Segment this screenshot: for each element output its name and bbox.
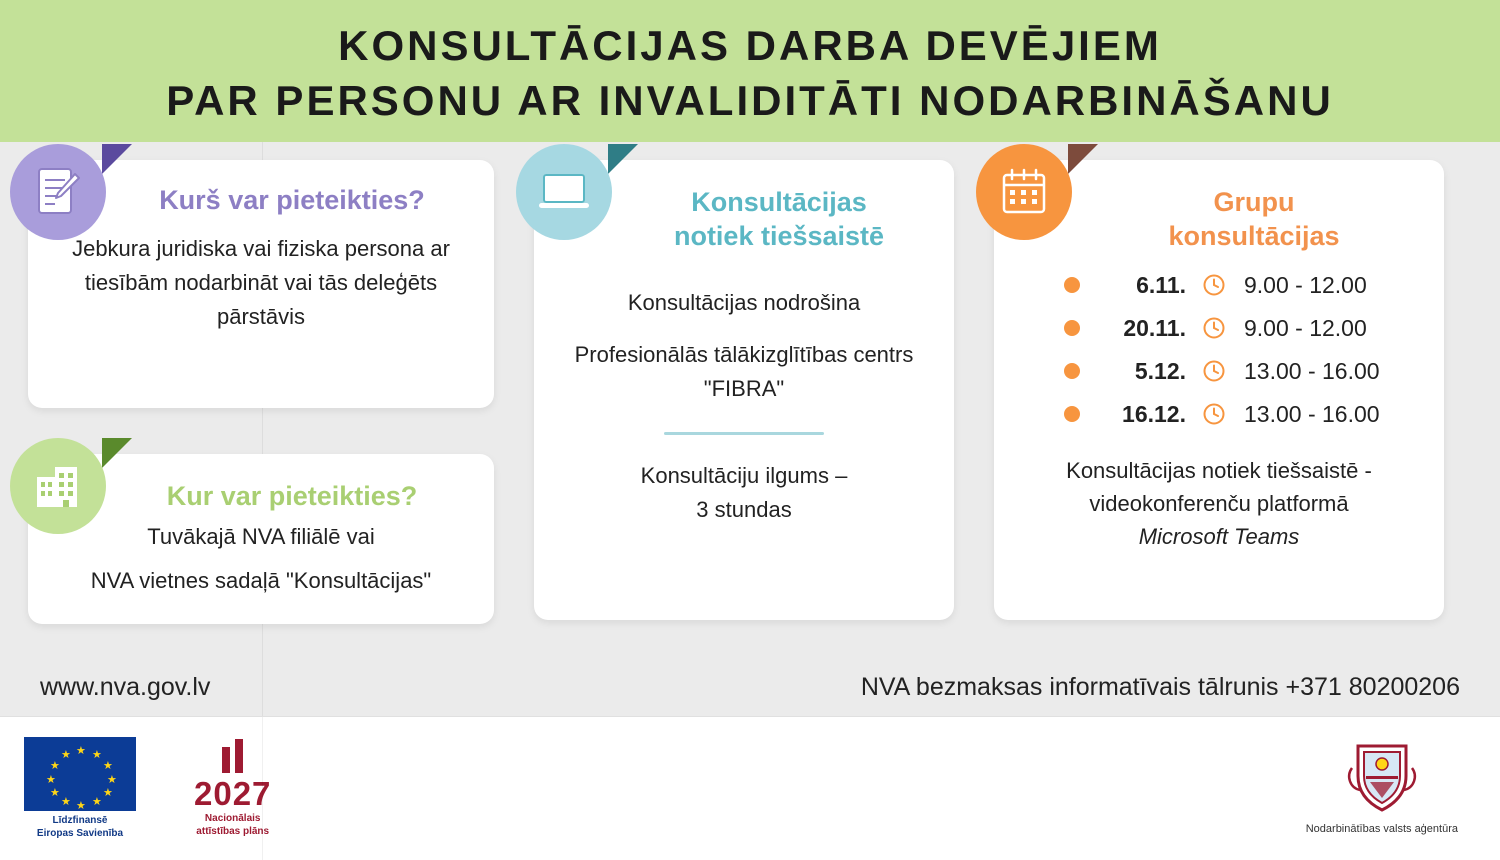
card-who-title: Kurš var pieteikties? — [159, 185, 425, 215]
nap-year: 2027 — [194, 775, 272, 812]
page-title-line2: PAR PERSONU AR INVALIDITĀTI NODARBINĀŠANU — [166, 77, 1334, 124]
nap-logo — [194, 739, 271, 838]
card-groups-title-line2: konsultācijas — [1168, 220, 1340, 251]
card-online-consultations — [534, 160, 954, 620]
card-online-duration-value: 3 stundas — [696, 496, 792, 522]
nap-caption-line1: Nacionālais — [204, 813, 261, 824]
card-groups-note-platform: Microsoft Teams — [1138, 523, 1300, 549]
right-column — [994, 160, 1444, 620]
card-online-title-line1: Konsultācijas — [691, 187, 867, 217]
eu-caption-line2: Eiropas Savienība — [36, 827, 124, 839]
card-online-title — [558, 186, 930, 254]
logo-divider — [262, 717, 263, 860]
card-where-body-line1: Tuvākajā NVA filiālē vai — [147, 523, 375, 549]
list-item — [1064, 315, 1420, 342]
card-group-consultations — [994, 160, 1444, 620]
list-item — [1064, 272, 1420, 299]
list-item — [1064, 358, 1420, 385]
card-where-body-line2: NVA vietnes sadaļā "Konsultācijas" — [90, 567, 432, 593]
latvia-coat-of-arms-icon — [1344, 801, 1420, 818]
card-groups-note — [1018, 454, 1420, 553]
document-pencil-icon — [35, 166, 81, 218]
list-item — [1064, 401, 1420, 428]
card-where-to-apply — [28, 454, 494, 624]
eu-logo — [24, 737, 136, 840]
card-groups-note-line2: videokonferenču platformā — [1089, 490, 1349, 516]
schedule-time: 9.00 - 12.00 — [1244, 314, 1367, 341]
content-area — [0, 142, 1500, 716]
building-icon-badge — [10, 438, 106, 534]
clock-icon — [1202, 402, 1228, 426]
left-column — [28, 160, 494, 624]
calendar-icon — [999, 167, 1049, 217]
card-groups-title — [1018, 186, 1420, 254]
cards-columns — [28, 160, 1472, 624]
page-title-line1: KONSULTĀCIJAS DARBA DEVĒJIEM — [338, 21, 1162, 69]
card-where-title: Kur var pieteikties? — [166, 481, 418, 511]
laptop-icon-badge — [516, 144, 612, 240]
clock-icon — [1202, 316, 1228, 340]
card-groups-title-line1: Grupu — [1213, 187, 1295, 217]
building-icon — [33, 461, 83, 511]
nva-logo — [1306, 742, 1458, 835]
website-link[interactable]: www.nva.gov.lv — [40, 673, 211, 701]
card-online-provider-name: Profesionālās tālākizglītības centrs "FIBRA" — [574, 341, 914, 401]
card-online-divider — [664, 432, 824, 435]
card-online-provider-intro: Konsultācijas nodrošina — [627, 289, 861, 315]
bullet-dot-icon — [1064, 406, 1080, 422]
fold-corner-teal — [608, 144, 638, 174]
schedule-date: 16.12. — [1122, 400, 1186, 427]
bullet-dot-icon — [1064, 277, 1080, 293]
middle-column — [534, 160, 954, 620]
nva-logo-caption: Nodarbinātības valsts aģentūra — [1305, 823, 1458, 835]
schedule-date: 20.11. — [1123, 314, 1186, 341]
schedule-date: 6.11. — [1136, 271, 1186, 298]
footer-contact-row — [0, 673, 1500, 702]
fold-corner-purple — [102, 144, 132, 174]
phone-text: NVA bezmaksas informatīvais tālrunis +371 80200206 — [860, 673, 1460, 701]
bullet-dot-icon — [1064, 320, 1080, 336]
schedule-time: 13.00 - 16.00 — [1244, 400, 1380, 427]
card-groups-note-line1: Konsultācijas notiek tiešsaistē - — [1066, 457, 1372, 483]
bullet-dot-icon — [1064, 363, 1080, 379]
eu-flag-icon: ★ ★ ★ ★ ★ ★ ★ ★ ★ ★ ★ ★ — [24, 737, 136, 811]
schedule-list — [1018, 272, 1420, 428]
document-pencil-icon-badge — [10, 144, 106, 240]
logo-strip — [0, 716, 1500, 860]
schedule-time: 9.00 - 12.00 — [1244, 271, 1367, 298]
eu-caption-line1: Līdzfinansē — [52, 815, 108, 826]
card-online-duration-label: Konsultāciju ilgums – — [640, 462, 848, 488]
calendar-icon-badge — [976, 144, 1072, 240]
page-title — [166, 18, 1334, 129]
eu-logo-caption — [24, 815, 136, 840]
card-who-body: Jebkura juridiska vai fiziska persona ar tiesībām nodarbināt vai tās deleģēts pārstāvis — [72, 235, 450, 329]
nap-caption-line2: attīstības plāns — [196, 825, 270, 837]
laptop-icon — [537, 170, 591, 214]
card-online-title-line2: notiek tiešsaistē — [673, 220, 885, 251]
card-who-can-apply — [28, 160, 494, 408]
clock-icon — [1202, 359, 1228, 383]
nap-bars-icon — [194, 739, 271, 773]
clock-icon — [1202, 273, 1228, 297]
schedule-date: 5.12. — [1134, 357, 1186, 384]
fold-corner-green — [102, 438, 132, 468]
schedule-time: 13.00 - 16.00 — [1244, 357, 1380, 384]
page-header — [0, 0, 1500, 142]
fold-corner-brown — [1068, 144, 1098, 174]
nap-caption — [194, 813, 271, 838]
